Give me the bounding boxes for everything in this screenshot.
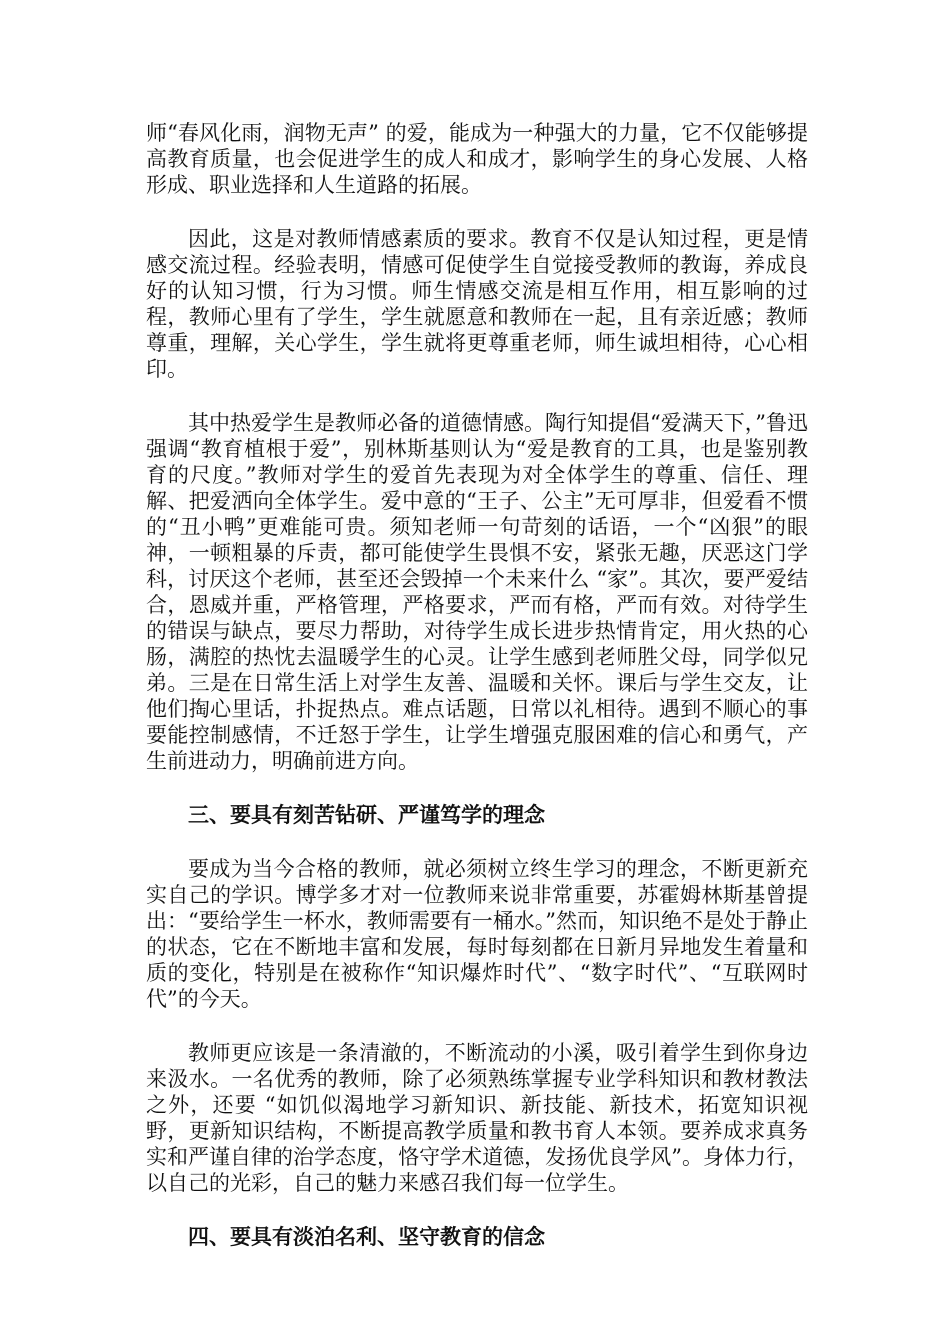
section-heading-3: 三、要具有刻苦钻研、严谨笃学的理念 (188, 802, 545, 827)
paragraph-emotional-quality: 因此，这是对教师情感素质的要求。教育不仅是认知过程，更是情感交流过程。经验表明，情感可促使学生自觉接受教师的教诲，养成良好的认知习惯，行为习惯。师生情感交流是相互作用，相互影响的过程，教师心里有了学生，学生就愿意和教师在一起，且有亲近感；教师尊重，理解，关心学生，学生就将更尊重老师，师生诚坦相待，心心相印。 (146, 227, 808, 381)
section-heading-4: 四、要具有淡泊名利、坚守教育的信念 (188, 1224, 545, 1249)
paragraph-lifelong-learning: 要成为当今合格的教师，就必须树立终生学习的理念，不断更新充实自己的学识。博学多才对一位教师来说非常重要，苏霍姆林斯基曾提出：“要给学生一杯水，教师需要有一桶水。”然而，知识绝不是处于静止的状态，它在不断地丰富和发展，每时每刻都在日新月异地发生着量和质的变化，特别是在被称作“知识爆炸时代”、“数字时代”、“互联网时代”的今天。 (146, 857, 808, 1011)
document-page (146, 120, 808, 1278)
paragraph-continuation: 师“春风化雨，润物无声” 的爱，能成为一种强大的力量，它不仅能够提高教育质量，也会促进学生的成人和成才，影响学生的身心发展、人格形成、职业选择和人生道路的拓展。 (146, 121, 808, 197)
paragraph-clear-stream: 教师更应该是一条清澈的，不断流动的小溪，吸引着学生到你身边来汲水。一名优秀的教师，除了必须熟练掌握专业学科知识和教材教法之外，还要 “如饥似渴地学习新知识、新技能、新技术，拓宽知识视野，更新知识结构，不断提高教学质量和教书育人本领。要养成求真务实和严谨自律的治学态度，恪守学术道德，发扬优良学风”。身体力行，以自己的光彩，自己的魅力来感召我们每一位学生。 (146, 1041, 808, 1195)
paragraph-love-students: 其中热爱学生是教师必备的道德情感。陶行知提倡“爱满天下，”鲁迅强调“教育植根于爱”，别林斯基则认为“爱是教育的工具，也是鉴别教育的尺度。”教师对学生的爱首先表现为对全体学生的尊重、信任、理解、把爱洒向全体学生。爱中意的“王子、公主”无可厚非，但爱看不惯的“丑小鸭”更难能可贵。须知老师一句苛刻的话语，一个“凶狠”的眼神，一顿粗暴的斥责，都可能使学生畏惧不安，紧张无趣，厌恶这门学科，讨厌这个老师，甚至还会毁掉一个未来什么 “家”。其次，要严爱结合，恩威并重，严格管理，严格要求，严而有格，严而有效。对待学生的错误与缺点，要尽力帮助，对待学生成长进步热情肯定，用火热的心肠，满腔的热忱去温暖学生的心灵。让学生感到老师胜父母，同学似兄弟。三是在日常生活上对学生友善、温暖和关怀。课后与学生交友，让他们掏心里话，扑捉热点。难点话题，日常以礼相待。遇到不顺心的事要能控制感情，不迁怒于学生，让学生增强克服困难的信心和勇气，产生前进动力，明确前进方向。 (146, 411, 808, 773)
